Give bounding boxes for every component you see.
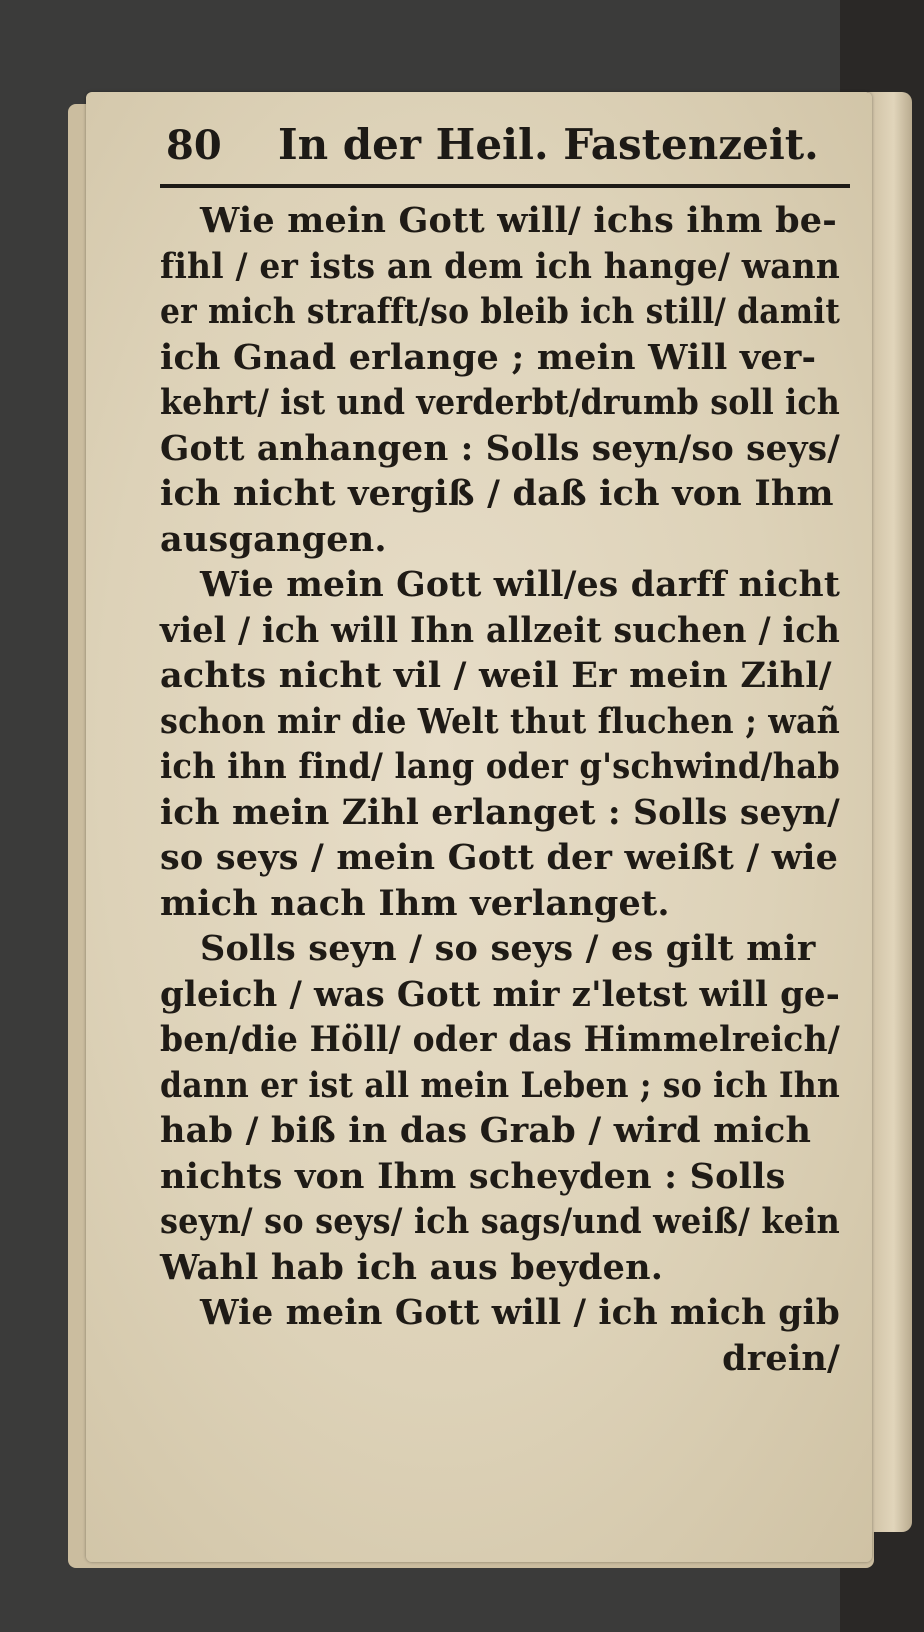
text-line: drein/ (722, 1337, 840, 1379)
text-line: viel / ich will Ihn allzeit suchen / ich (160, 609, 840, 651)
text-line: Wie mein Gott will / ich mich gib (200, 1292, 840, 1333)
text-line: Wahl hab ich aus beyden. (160, 1246, 664, 1288)
text-line: ich nicht vergiß / daß ich von Ihm (160, 473, 834, 514)
running-title: In der Heil. Fastenzeit. (278, 120, 819, 169)
text-line: mich nach Ihm verlanget. (160, 882, 670, 924)
text-line: ben/die Höll/ oder das Himmelreich/ (160, 1019, 840, 1060)
text-line: achts nicht vil / weil Er mein Zihl/ (160, 655, 832, 696)
facing-page-edge (866, 92, 912, 1532)
book-page (86, 92, 872, 1562)
body-text (160, 198, 840, 1381)
text-line: ich Gnad erlange ; mein Will ver- (160, 336, 817, 378)
page-header (166, 116, 846, 176)
text-line: Solls seyn / so seys / es gilt mir (200, 928, 816, 969)
text-line: dann er ist all mein Leben ; so ich Ihn (160, 1064, 840, 1106)
text-line: so seys / mein Gott der weißt / wie (160, 837, 839, 878)
text-line: seyn/ so seys/ ich sags/und weiß/ kein (160, 1201, 840, 1242)
text-line: ich ihn find/ lang oder g'schwind/hab (160, 746, 840, 787)
text-line: er mich strafft/so bleib ich still/ damit (160, 291, 840, 332)
text-line: schon mir die Welt thut fluchen ; wañ (160, 700, 840, 742)
text-line: ich mein Zihl erlanget : Solls seyn/ (160, 791, 840, 833)
text-line: fihl / er ists an dem ich hange/ wann (160, 245, 840, 287)
page-number: 80 (166, 122, 222, 169)
header-rule (160, 184, 850, 188)
text-line: nichts von Ihm scheyden : Solls (160, 1155, 786, 1197)
text-line: ausgangen. (160, 518, 387, 560)
text-line: Gott anhangen : Solls seyn/so seys/ (160, 427, 840, 469)
text-line: Wie mein Gott will/ ichs ihm be- (200, 200, 837, 241)
text-line: kehrt/ ist und verderbt/drumb soll ich (160, 382, 840, 423)
text-line: Wie mein Gott will/es darff nicht (200, 564, 840, 605)
text-line: hab / biß in das Grab / wird mich (160, 1110, 812, 1151)
text-line: gleich / was Gott mir z'letst will ge- (160, 973, 840, 1015)
